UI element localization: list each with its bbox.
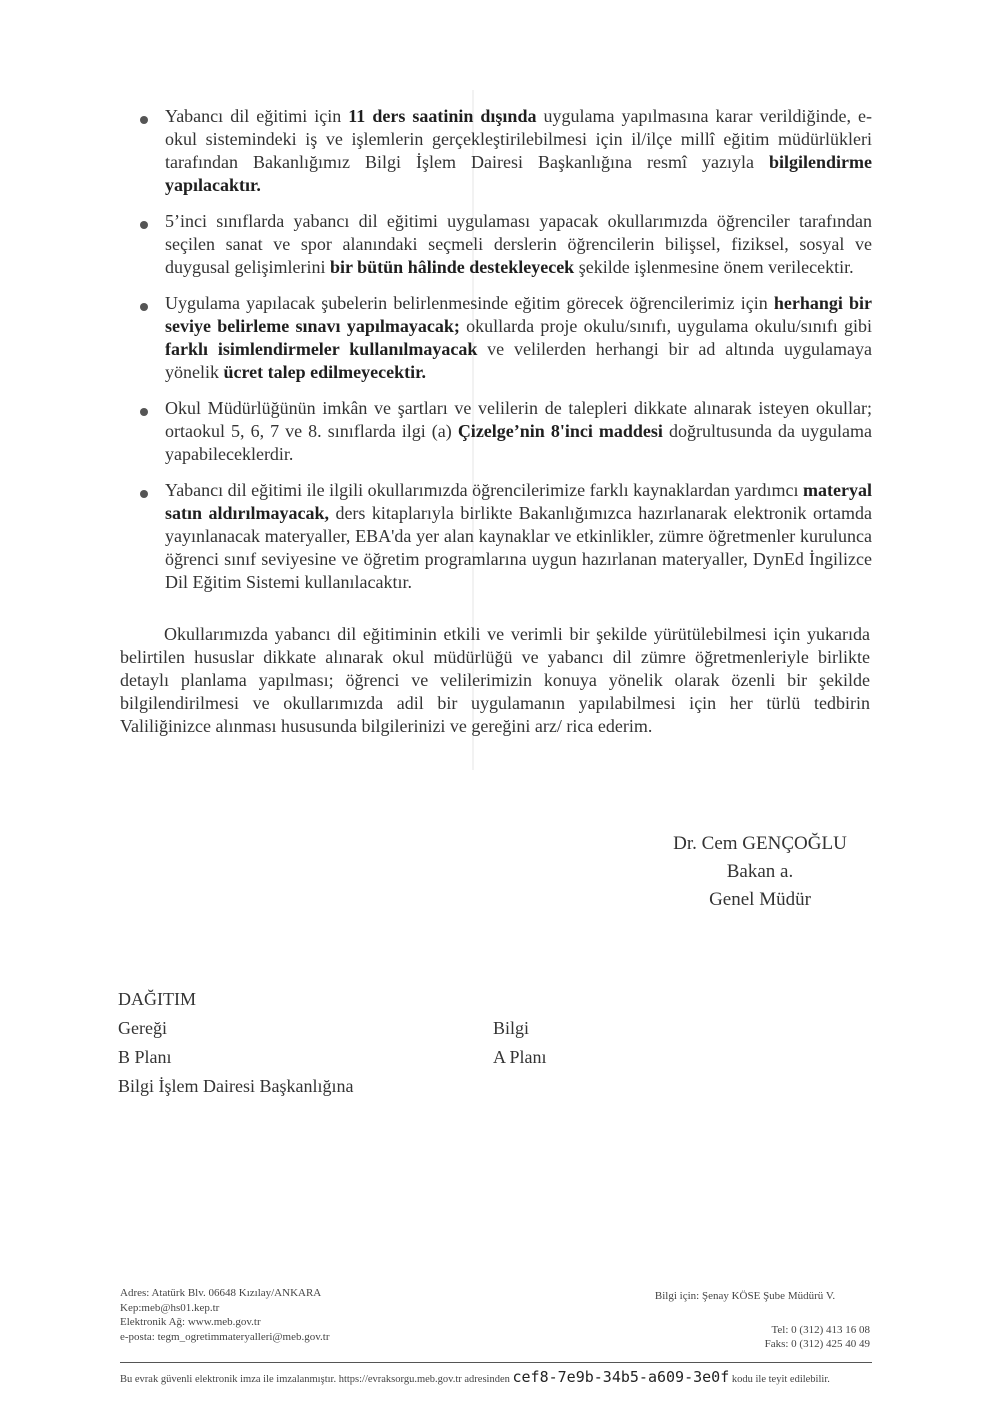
bullet-text: Yabancı dil eğitimi için 11 ders saatinin dışında uygulama yapılmasına karar verildiğinde, e-okul sistemindeki iş ve işlemlerin gerçekleştirilebilmesi için il/ilçe millî eğitim müdürlükleri tarafından Bakanlığımız Bilgi İşlem Dairesi Başkanlığına resmî yazıyla bilgilendirme yapılacaktır. (165, 106, 873, 195)
footer-email: e-posta: tegm_ogretimmateryalleri@meb.gov.tr (120, 1330, 330, 1343)
signer-title: Bakan a. (726, 861, 794, 882)
bullet-dot-icon (140, 303, 148, 311)
footer-info-person: Bilgi için: Şenay KÖSE Şube Müdürü V. (654, 1290, 836, 1302)
verification-line (120, 1368, 872, 1386)
verification-suffix: kodu ile teyit edilebilir. (731, 1374, 830, 1385)
verification-prefix: Bu evrak güvenli elektronik imza ile imzalanmıştır. https://evraksorgu.meb.gov.tr adresinden (120, 1374, 510, 1385)
footer-kep: Kep:meb@hs01.kep.tr (120, 1301, 220, 1314)
distribution-left-item: Bilgi İşlem Dairesi Başkanlığına (118, 1076, 354, 1096)
footer-contact (120, 1286, 330, 1344)
bullet-dot-icon (140, 408, 148, 416)
verification-code: cef8-7e9b-34b5-a609-3e0f (512, 1368, 730, 1386)
footer-fax: Faks: 0 (312) 425 40 49 (764, 1338, 870, 1350)
bullet-item (140, 397, 872, 466)
footer-tel: Tel: 0 (312) 413 16 08 (771, 1323, 870, 1336)
distribution-block (118, 985, 438, 1101)
footer-info (620, 1289, 870, 1352)
signer-name: Dr. Cem GENÇOĞLU (673, 833, 847, 854)
bullet-text: Uygulama yapılacak şubelerin belirlenmesinde eğitim görecek öğrencilerimiz için herhangi bir seviye belirleme sınavı yapılmayacak; okullarda proje okulu/sınıfı, uygulama okulu/sınıfı gibi farklı isimlendirmeler kullanılmayacak ve velilerden herhangi bir ad altında uygulamaya yönelik ücret talep edilmeyecektir. (165, 293, 873, 382)
bullet-item (140, 479, 872, 594)
bullet-text: Okul Müdürlüğünün imkân ve şartları ve velilerin de talepleri dikkate alınarak isteyen okullar; ortaokul 5, 6, 7 ve 8. sınıflarda ilgi (a) Çizelge’nin 8'inci maddesi doğrultusunda da uygulama yapabileceklerdir. (165, 398, 872, 464)
bullet-item (140, 210, 872, 279)
footer-divider (120, 1362, 872, 1363)
closing-paragraph: Okullarımızda yabancı dil eğitiminin etkili ve verimli bir şekilde yürütülebilmesi için yukarıda belirtilen hususlar dikkate alınarak okul müdürlüğü ve yabancı dil zümre öğretmenleriyle birlikte detaylı planlama yapılması; öğrenci ve velilerimizin konuya yönelik olarak özenli bir şekilde bilgilendirilmesi ve okullarımızda adil bir uygulamanın yapılabilmesi için her türlü tedbirin Valiliğinizce alınması hususunda bilgilerinizi ve gereğini arz/ rica ederim. (120, 624, 870, 736)
bullet-dot-icon (140, 116, 148, 124)
distribution-right-item: A Planı (493, 1047, 547, 1067)
distribution-left-label: Gereği (118, 1018, 167, 1038)
footer-network: Elektronik Ağ: www.meb.gov.tr (120, 1316, 261, 1328)
bullet-text: Yabancı dil eğitimi ile ilgili okullarımızda öğrencilerimize farklı kaynaklardan yardımcı materyal satın aldırılmayacak, ders kitaplarıyla birlikte Bakanlığımızca hazırlanarak elektronik ortamda yayınlanacak materyaller, EBA'da yer alan kaynaklar ve etkinlikler, zümre öğretmenler kurulunca öğrenci sınıf seviyesine ve öğretim programlarına uygun hazırlanan materyaller, DynEd İngilizce Dil Eğitim Sistemi kullanılacaktır. (165, 480, 872, 592)
footer-address: Adres: Atatürk Blv. 06648 Kızılay/ANKARA (120, 1287, 322, 1299)
bullet-list (140, 105, 872, 607)
bullet-item (140, 292, 872, 384)
distribution-heading: DAĞITIM (118, 989, 196, 1009)
bullet-item (140, 105, 872, 197)
distribution-right (493, 1014, 547, 1072)
bullet-dot-icon (140, 221, 148, 229)
bullet-dot-icon (140, 490, 148, 498)
distribution-left-item: B Planı (118, 1047, 172, 1067)
bullet-text: 5’inci sınıflarda yabancı dil eğitimi uygulaması yapacak okullarımızda öğrenciler tarafından seçilen sanat ve spor alanındaki seçmeli derslerin öğrencilerin bilişsel, fiziksel, sosyal ve duygusal gelişimlerini bir bütün hâlinde destekleyecek şekilde işlenmesine önem verilecektir. (165, 211, 872, 277)
signature-block (645, 830, 875, 914)
distribution-right-label: Bilgi (493, 1018, 530, 1038)
signer-position: Genel Müdür (709, 889, 811, 910)
